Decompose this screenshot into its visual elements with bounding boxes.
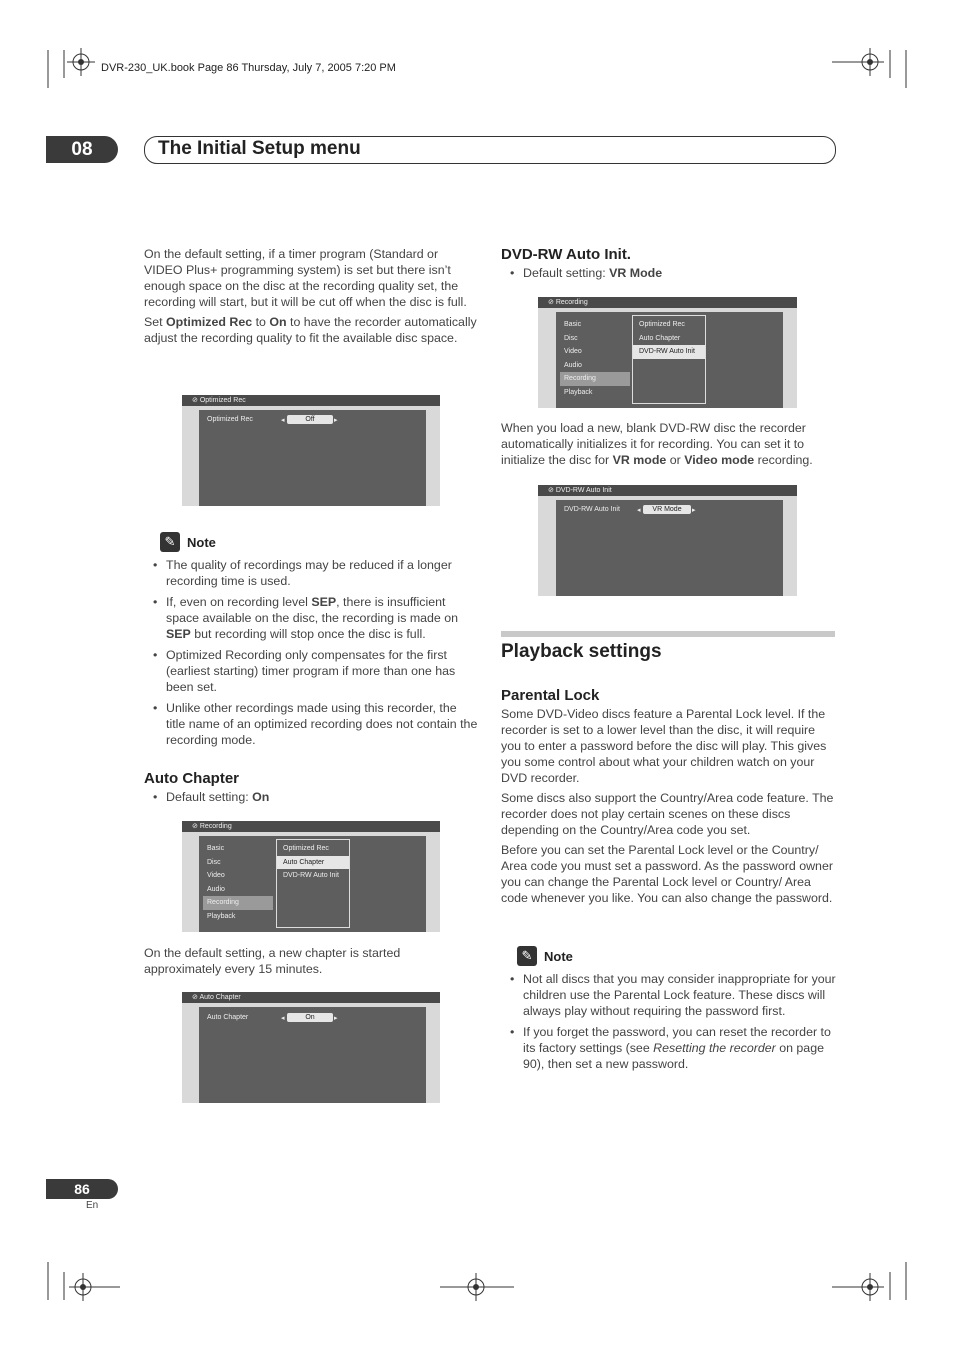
auto-chapter-screen <box>182 992 440 1103</box>
submenu-box <box>632 315 706 404</box>
screen-panel <box>199 1007 426 1103</box>
dvdrw-text: When you load a new, blank DVD-RW disc the recorder automatically initializes it for recording. You can set it to initialize the disc for VR mode or Video mode recording. <box>501 421 813 467</box>
menu-item: Video <box>207 872 225 880</box>
disc-icon: ⊘ <box>192 823 200 830</box>
menu-list <box>207 842 273 924</box>
screen-title-bar: ⊘ DVD-RW Auto Init <box>538 485 797 496</box>
chapter-number: 08 <box>46 136 118 163</box>
submenu-item: Optimized Rec <box>639 321 685 328</box>
setting-value: VR Mode <box>643 505 691 514</box>
note-list <box>501 971 837 1077</box>
menu-list <box>564 318 630 400</box>
menu-item-selected: Recording <box>203 896 273 910</box>
parental-paragraph-2: Some discs also support the Country/Area code feature. The recorder does not play certain scenes on these discs depending on the Country/Area code you set. <box>501 791 834 837</box>
setting-value: On <box>287 1013 333 1022</box>
playback-settings-heading: Playback settings <box>501 641 662 662</box>
submenu-box <box>276 839 350 928</box>
auto-chapter-heading: Auto Chapter <box>144 770 239 787</box>
auto-chapter-default: • Default setting: On <box>144 789 478 810</box>
note-pencil-icon: ✎ <box>160 532 180 552</box>
section-divider <box>501 631 835 637</box>
parental-lock-heading: Parental Lock <box>501 687 600 704</box>
intro-text <box>144 246 478 350</box>
note-item: • The quality of recordings may be reduced if a longer recording time is used. <box>166 557 478 589</box>
intro-paragraph-1: On the default setting, if a timer program (Standard or VIDEO Plus+ programming system) is set but there isn’t enough space on the disc at the recording quality set, the recording will start, but it will be cut off when the disc is full. <box>144 247 467 309</box>
menu-item: Audio <box>207 885 225 893</box>
menu-item: Video <box>564 348 582 356</box>
dvdrw-heading: DVD-RW Auto Init. <box>501 246 631 263</box>
screen-title-bar: ⊘ Recording <box>182 821 440 832</box>
left-arrow-icon: ◂ <box>281 1015 285 1022</box>
disc-icon: ⊘ <box>192 994 200 1001</box>
menu-item: Disc <box>207 858 221 866</box>
note-title: Note <box>187 535 216 550</box>
menu-item: Playback <box>564 388 593 396</box>
note-list <box>144 557 478 753</box>
screen-title-bar: ⊘ Recording <box>538 297 797 308</box>
menu-item: Audio <box>564 361 582 369</box>
note-item: • If, even on recording level SEP, there is insufficient space available on the disc, the recording is made on SEP but recording will stop once the disc is full. <box>166 594 478 642</box>
parental-lock-text <box>501 706 837 910</box>
disc-icon: ⊘ <box>192 397 200 404</box>
screen-panel <box>199 836 426 932</box>
menu-item: Basic <box>564 321 582 328</box>
menu-item: Basic <box>207 845 225 852</box>
menu-item: Disc <box>564 334 578 342</box>
note-item: • If you forget the password, you can reset the recorder to its factory settings (see Resetting the recorder on page 90), then set a new password. <box>523 1024 837 1072</box>
setting-value: Off <box>287 415 333 424</box>
note-pencil-icon: ✎ <box>517 946 537 966</box>
right-arrow-icon: ▸ <box>692 507 696 514</box>
language-code: En <box>86 1200 99 1211</box>
setting-label: Auto Chapter <box>207 1014 249 1021</box>
submenu-item-selected: Auto Chapter <box>277 856 349 870</box>
parental-paragraph-3: Before you can set the Parental Lock level or the Country/ Area code you must set a password. As the password owner you can change the Parental Lock level or Country/ Area code whenever you like. You can also change the password. <box>501 843 833 905</box>
setting-label: Optimized Rec <box>207 416 253 423</box>
recording-menu-screen-2 <box>538 297 797 408</box>
screen-panel <box>556 500 783 596</box>
screen-panel <box>199 410 426 506</box>
menu-item: Playback <box>207 912 236 920</box>
right-arrow-icon: ▸ <box>334 1015 338 1022</box>
setting-label: DVD-RW Auto Init <box>564 506 620 513</box>
disc-icon: ⊘ <box>548 487 556 494</box>
submenu-item: Optimized Rec <box>283 845 329 852</box>
parental-paragraph-1: Some DVD-Video discs feature a Parental Lock level. If the recorder is set to a lower level than the disc, it will require you to enter a password before the disc will play. This gives you some control about what your children watch on your DVD recorder. <box>501 707 827 785</box>
submenu-item: Auto Chapter <box>639 334 681 342</box>
recording-menu-screen <box>182 821 440 932</box>
right-arrow-icon: ▸ <box>334 417 338 424</box>
book-file-line: DVR-230_UK.book Page 86 Thursday, July 7, 2005 7:20 PM <box>101 62 396 74</box>
submenu-item-selected: DVD-RW Auto Init <box>633 345 705 359</box>
intro-paragraph-2: Set Optimized Rec to On to have the recorder automatically adjust the recording quality to fit the available disc space. <box>144 315 477 345</box>
optimized-rec-screen <box>182 395 440 506</box>
page-number: 86 <box>46 1179 118 1199</box>
dvdrw-default: • Default setting: VR Mode <box>501 265 835 286</box>
disc-icon: ⊘ <box>548 299 556 306</box>
note-item: • Not all discs that you may consider inappropriate for your children use the Parental Lock feature. These discs will always play without requiring the password first. <box>523 971 837 1019</box>
submenu-item: DVD-RW Auto Init <box>283 872 339 880</box>
left-arrow-icon: ◂ <box>281 417 285 424</box>
left-arrow-icon: ◂ <box>637 507 641 514</box>
screen-title-bar: ⊘ Auto Chapter <box>182 992 440 1003</box>
dvdrw-auto-init-screen <box>538 485 797 596</box>
note-item: • Optimized Recording only compensates for the first (earliest starting) timer program if more than one has been set. <box>166 647 478 695</box>
note-item: • Unlike other recordings made using this recorder, the title name of an optimized recording does not contain the recording mode. <box>166 700 478 748</box>
screen-panel <box>556 312 783 408</box>
auto-chapter-text: On the default setting, a new chapter is started approximately every 15 minutes. <box>144 946 401 976</box>
screen-title-bar: ⊘ Optimized Rec <box>182 395 440 406</box>
page-title: The Initial Setup menu <box>158 138 361 159</box>
note-title: Note <box>544 949 573 964</box>
menu-item-selected: Recording <box>560 372 630 386</box>
